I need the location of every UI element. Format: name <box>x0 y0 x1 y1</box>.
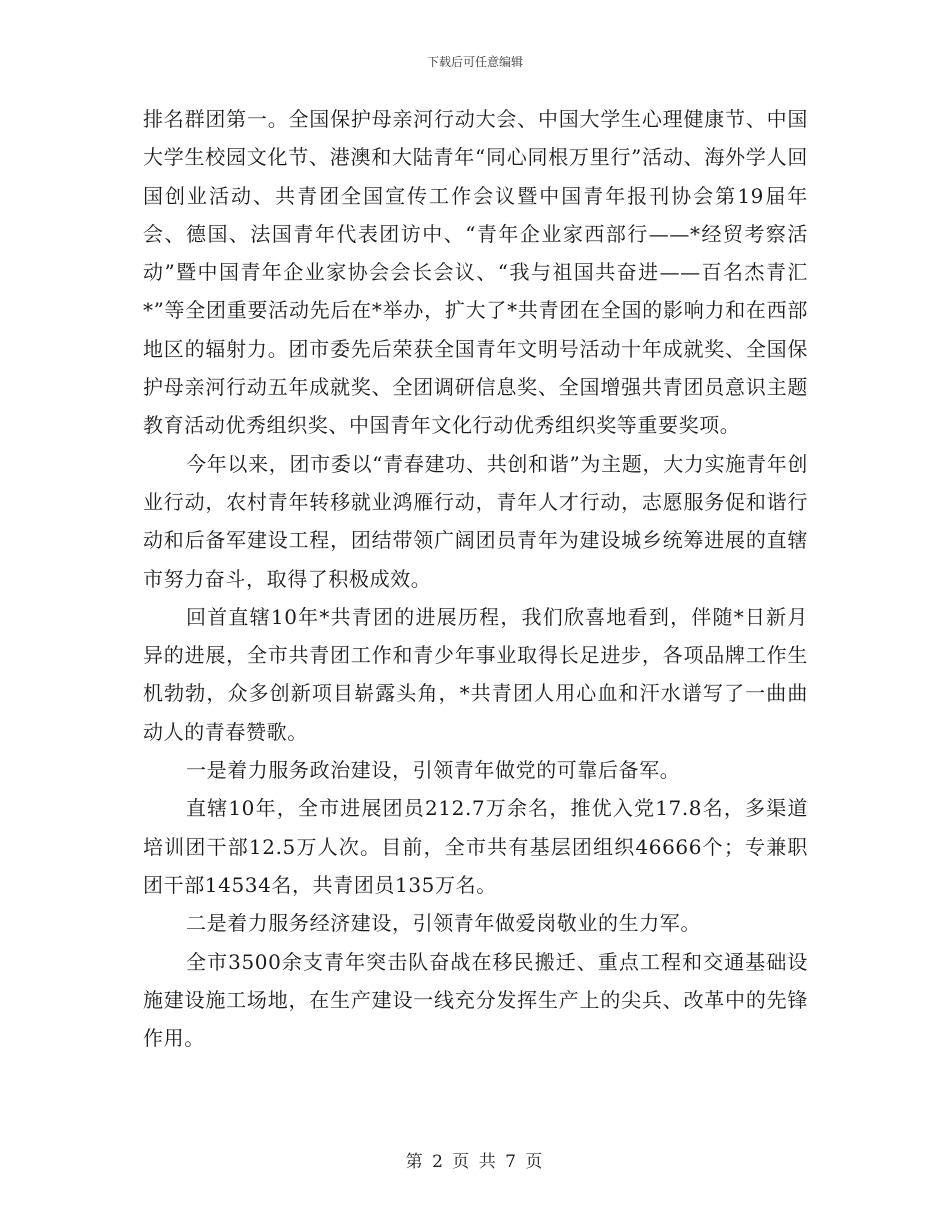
section-heading-2: 二是着力服务经济建设，引领青年做爱岗敬业的生力军。 <box>186 911 701 936</box>
paragraph-3: 回首直辖10年*共青团的进展历程，我们欣喜地看到，伴随*日新月异的进展，全市共青团工作和青少年事业取得长足进步，各项品牌工作生机勃勃，众多创新项目崭露头角，*共青团人用心血和汗水谱写了一曲曲动人的青春赞歌。 <box>143 604 808 744</box>
document-body <box>143 100 808 1057</box>
paragraph-1: 排名群团第一。全国保护母亲河行动大会、中国大学生心理健康节、中国大学生校园文化节、港澳和大陆青年“同心同根万里行”活动、海外学人回国创业活动、共青团全国宣传工作会议暨中国青年报刊协会第19届年会、德国、法国青年代表团访中、“青年企业家西部行——*经贸考察活动”暨中国青年企业家协会会长会议、“我与祖国共奋进——百名杰青汇*”等全团重要活动先后在*举办，扩大了*共青团在全国的影响力和在西部地区的辐射力。团市委先后荣获全国青年文明号活动十年成就奖、全国保护母亲河行动五年成就奖、全团调研信息奖、全国增强共青团员意识主题教育活动优秀组织奖、中国青年文化行动优秀组织奖等重要奖项。 <box>143 107 808 438</box>
paragraph-2: 今年以来，团市委以“青春建功、共创和谐”为主题，大力实施青年创业行动，农村青年转移就业鸿雁行动，青年人才行动，志愿服务促和谐行动和后备军建设工程，团结带领广阔团员青年为建设城乡统筹进展的直辖市努力奋斗，取得了积极成效。 <box>143 451 808 591</box>
section-heading-1: 一是着力服务政治建设，引领青年做党的可靠后备军。 <box>186 758 681 783</box>
paragraph-4: 直辖10年，全市进展团员212.7万余名，推优入党17.8名，多渠道培训团干部12.5万人次。目前，全市共有基层团组织46666个；专兼职团干部14534名，共青团员135万名。 <box>143 796 808 897</box>
paragraph-5: 全市3500余支青年突击队奋战在移民搬迁、重点工程和交通基础设施建设施工场地，在生产建设一线充分发挥生产上的尖兵、改革中的先锋作用。 <box>143 949 808 1051</box>
page-footer: 第 2 页 共 7 页 <box>405 1152 545 1172</box>
page-header: 下载后可任意编辑 <box>426 55 523 69</box>
